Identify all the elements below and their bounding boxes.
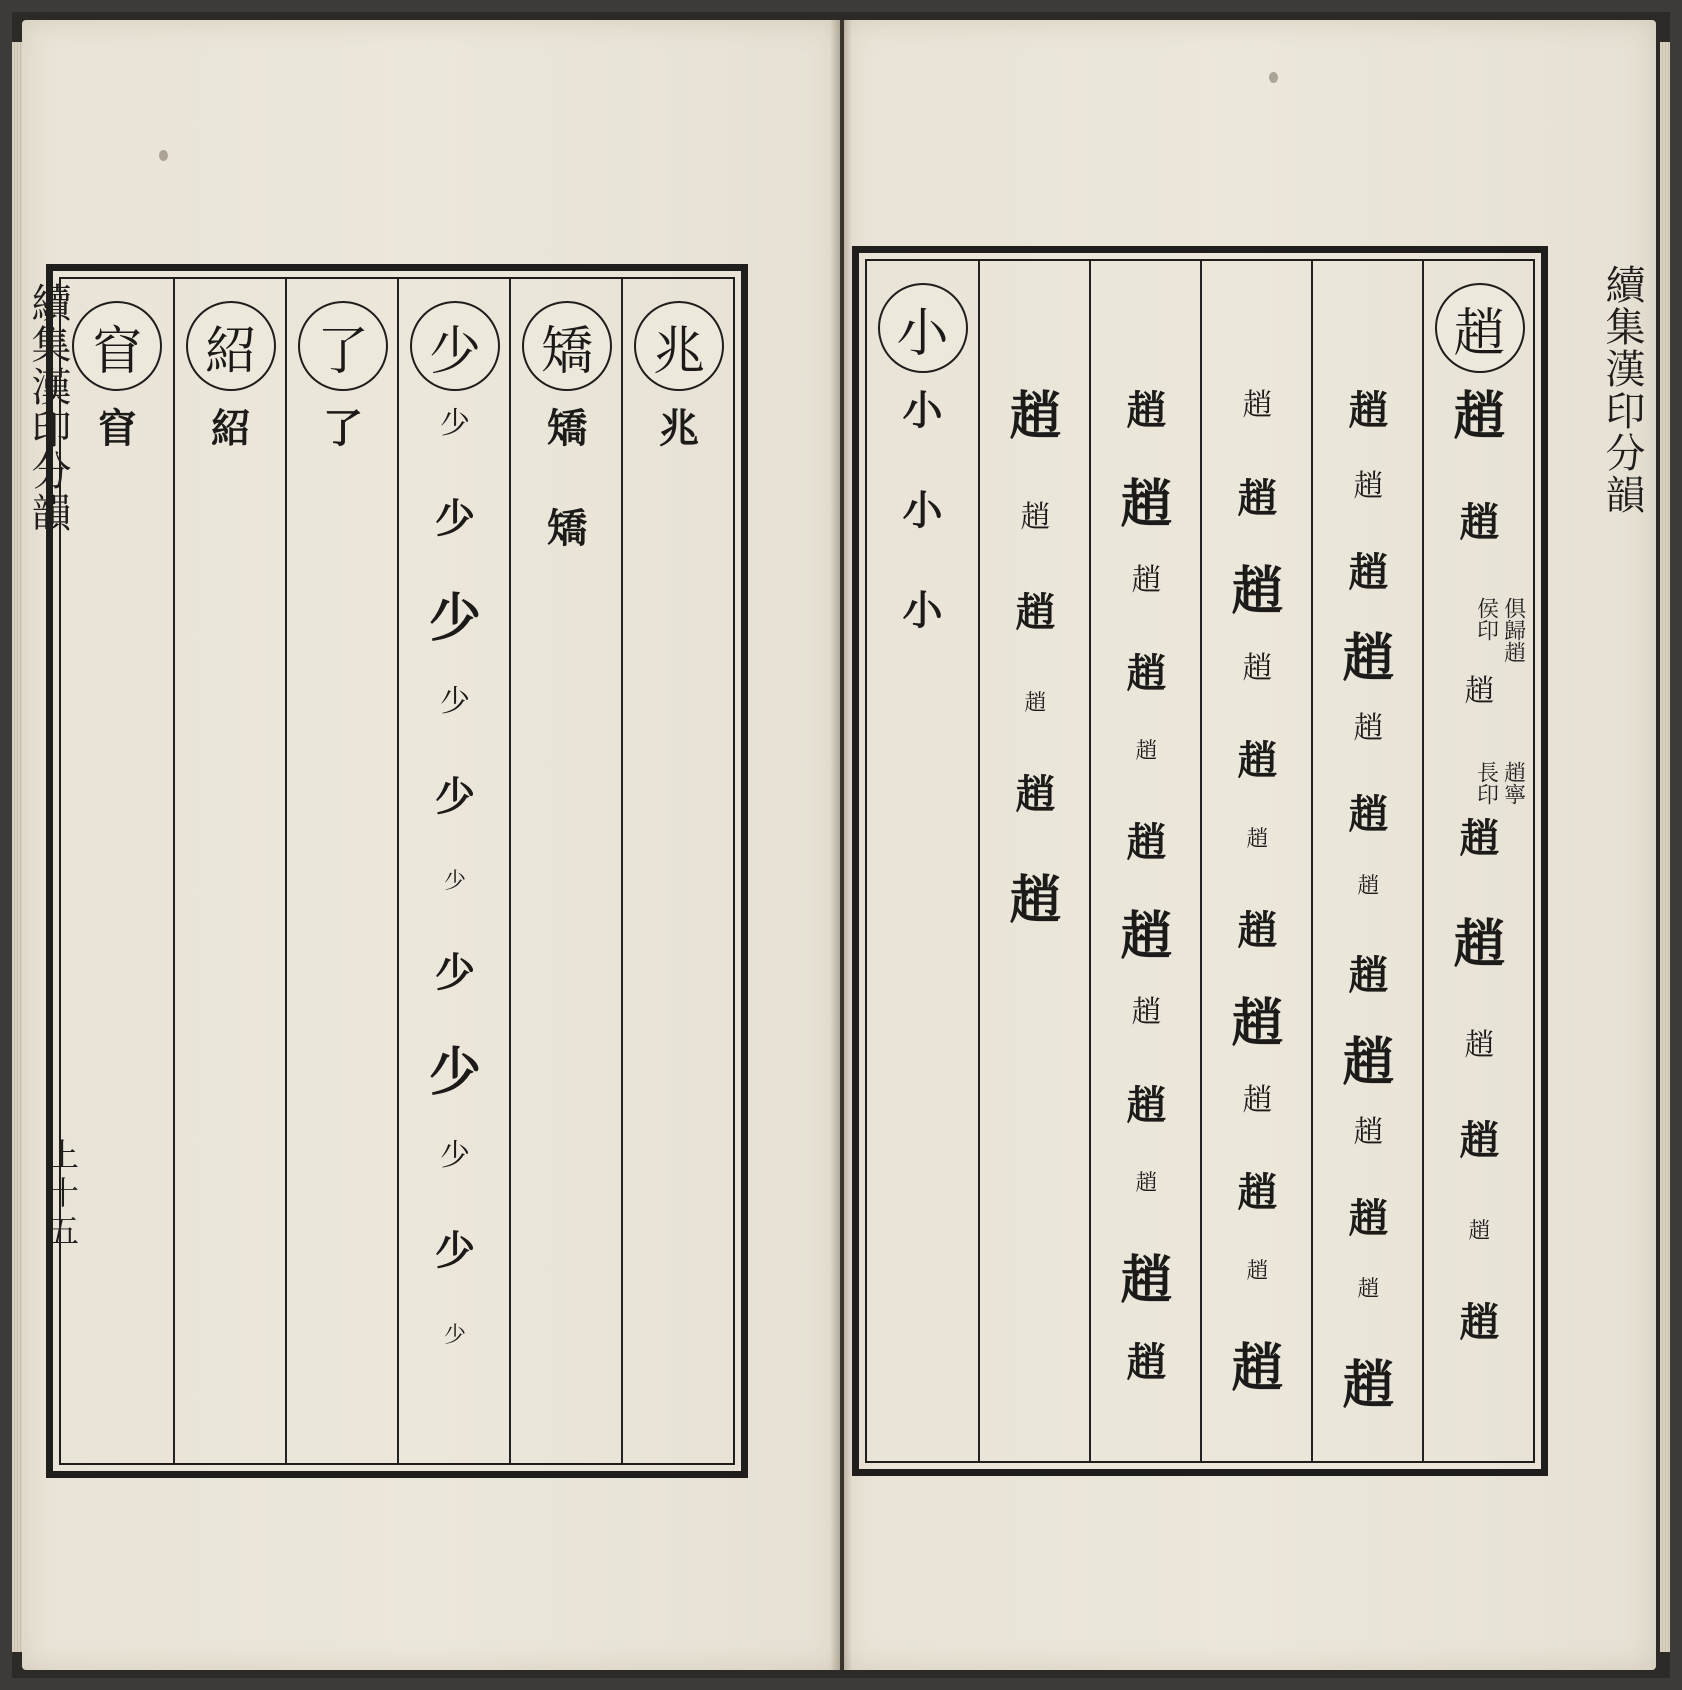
entry-column	[978, 261, 1091, 1461]
seal-form-character: 趙	[1348, 549, 1389, 596]
caption-line: 侯印	[1473, 597, 1499, 641]
seal-form-character: 趙	[1009, 387, 1062, 447]
seal-form-character: 少	[435, 496, 475, 542]
seal-form-character: 趙	[1246, 1258, 1269, 1284]
seal-form-character: 少	[440, 1138, 470, 1173]
seal-form-character: 趙	[1120, 1251, 1173, 1311]
entry-column	[285, 279, 399, 1463]
seal-form-character: 趙	[1242, 650, 1273, 686]
page-edge-left	[12, 42, 22, 1652]
caption-line: 俱歸趙	[1500, 597, 1526, 663]
seal-form-character: 趙	[1357, 1277, 1380, 1303]
seal-form-character: 趙	[1237, 475, 1278, 522]
seal-form-character: 趙	[1353, 711, 1384, 747]
seal-form-character: 了	[323, 406, 363, 452]
seal-form-character: 趙	[1126, 820, 1167, 866]
seal-form-character: 少	[443, 869, 466, 894]
seal-form-character: 少	[435, 950, 475, 996]
seal-form-character: 趙	[1348, 791, 1389, 838]
seal-form-character: 矯	[547, 406, 587, 452]
left-inner-frame	[59, 277, 735, 1465]
head-character-circle: 了	[298, 301, 388, 391]
seal-form-stack	[980, 387, 1091, 987]
ink-spot	[159, 150, 168, 161]
seal-form-stack	[1313, 388, 1424, 1441]
seal-form-character: 趙	[1126, 1082, 1167, 1129]
entry-column	[1200, 261, 1313, 1461]
seal-form-character: 趙	[1459, 1118, 1500, 1164]
left-folio: 上十五	[42, 1138, 80, 1252]
seal-form-stack	[623, 406, 735, 509]
seal-form-character: 趙	[1231, 994, 1284, 1054]
seal-form-character: 趙	[1231, 562, 1284, 622]
seal-form-character: 趙	[1357, 873, 1380, 899]
head-character-circle: 兆	[634, 301, 724, 391]
seal-form-character: 趙	[1348, 1195, 1389, 1242]
seal-form-character: 紹	[211, 406, 251, 452]
seal-form-character: 趙	[1459, 500, 1500, 546]
seal-form-character: 趙	[1353, 468, 1384, 504]
seal-form-character: 趙	[1237, 738, 1278, 784]
seal-form-character: 少	[440, 406, 470, 441]
open-book	[12, 12, 1670, 1678]
seal-form-character: 趙	[1009, 871, 1062, 931]
seal-form-character: 趙	[1348, 388, 1389, 434]
head-character-circle: 趙	[1435, 283, 1525, 373]
seal-form-character: 趙	[1464, 1028, 1495, 1063]
seal-form-character: 趙	[1464, 674, 1495, 709]
seal-form-stack	[1091, 388, 1202, 1430]
seal-form-character: 趙	[1246, 826, 1269, 852]
seal-form-character: 趙	[1135, 739, 1158, 764]
left-text-frame	[46, 264, 748, 1478]
seal-caption-note	[1474, 761, 1524, 805]
seal-form-character: 趙	[1126, 650, 1167, 697]
head-character-circle: 少	[410, 301, 500, 391]
seal-form-character: 小	[902, 488, 943, 534]
entry-column	[1422, 261, 1535, 1461]
entry-column	[621, 279, 735, 1463]
seal-form-character: 趙	[1131, 995, 1162, 1030]
seal-form-character: 趙	[1024, 691, 1047, 716]
caption-line: 趙寧	[1500, 761, 1526, 805]
seal-form-character: 趙	[1120, 474, 1173, 535]
seal-form-stack	[511, 406, 623, 609]
seal-form-character: 趙	[1242, 388, 1273, 423]
seal-form-stack	[287, 406, 399, 509]
entry-column	[1089, 261, 1202, 1461]
seal-form-character: 趙	[1126, 1339, 1167, 1386]
seal-form-character: 趙	[1237, 907, 1278, 954]
seal-caption-note	[1474, 597, 1524, 663]
entry-column	[173, 279, 287, 1463]
seal-form-character: 小	[902, 588, 943, 634]
left-margin-title: 續集漢印分韻	[25, 282, 71, 534]
entry-column	[867, 261, 978, 1461]
seal-form-character: 少	[428, 589, 481, 649]
seal-form-stack	[399, 406, 511, 1407]
right-margin-title: 續集漢印分韻	[1599, 264, 1645, 516]
seal-form-character: 少	[443, 1323, 466, 1348]
seal-form-character: 少	[435, 1228, 475, 1274]
seal-form-character: 趙	[1342, 629, 1395, 690]
head-character-circle: 小	[878, 283, 968, 373]
seal-form-character: 趙	[1342, 1033, 1395, 1094]
seal-form-character: 小	[902, 388, 943, 434]
seal-form-character: 趙	[1020, 500, 1051, 535]
seal-form-character: 趙	[1453, 387, 1506, 447]
entry-column	[509, 279, 623, 1463]
seal-form-character: 矯	[547, 506, 587, 552]
head-character-circle: 矯	[522, 301, 612, 391]
seal-form-character: 趙	[1135, 1171, 1158, 1196]
seal-form-character: 趙	[1453, 915, 1506, 975]
head-character-circle: 紹	[186, 301, 276, 391]
seal-form-character: 兆	[659, 406, 699, 452]
seal-form-character: 少	[435, 774, 475, 820]
seal-form-stack	[1202, 388, 1313, 1430]
seal-form-character: 少	[440, 684, 470, 719]
seal-form-character: 窅	[97, 406, 137, 452]
seal-form-character: 趙	[1015, 590, 1056, 636]
seal-form-stack	[61, 406, 173, 509]
seal-form-character: 趙	[1015, 772, 1056, 818]
seal-form-character: 少	[428, 1043, 481, 1103]
seal-form-character: 趙	[1126, 388, 1167, 434]
right-text-frame	[852, 246, 1548, 1476]
caption-line: 長印	[1473, 761, 1499, 805]
entry-column	[1311, 261, 1424, 1461]
seal-form-character: 趙	[1459, 816, 1500, 862]
entry-column	[397, 279, 511, 1463]
seal-form-character: 趙	[1342, 1356, 1395, 1417]
seal-form-character: 趙	[1120, 906, 1173, 967]
seal-form-character: 趙	[1242, 1082, 1273, 1118]
seal-form-stack	[867, 388, 978, 691]
seal-form-character: 趙	[1348, 953, 1389, 1000]
ink-spot	[1269, 72, 1278, 83]
book-gutter	[830, 20, 852, 1670]
seal-form-stack	[1424, 387, 1535, 1403]
seal-form-character: 趙	[1131, 563, 1162, 598]
seal-form-character: 趙	[1231, 1338, 1284, 1399]
seal-form-character: 趙	[1353, 1114, 1384, 1150]
head-character-circle: 窅	[72, 301, 162, 391]
seal-form-character: 趙	[1468, 1219, 1491, 1244]
seal-form-character: 趙	[1459, 1300, 1500, 1346]
right-inner-frame	[865, 259, 1535, 1463]
entry-column	[61, 279, 173, 1463]
left-page	[22, 20, 840, 1670]
right-page	[844, 20, 1656, 1670]
page-edge-right	[1660, 42, 1670, 1652]
seal-form-stack	[175, 406, 287, 509]
seal-form-character: 趙	[1237, 1170, 1278, 1216]
